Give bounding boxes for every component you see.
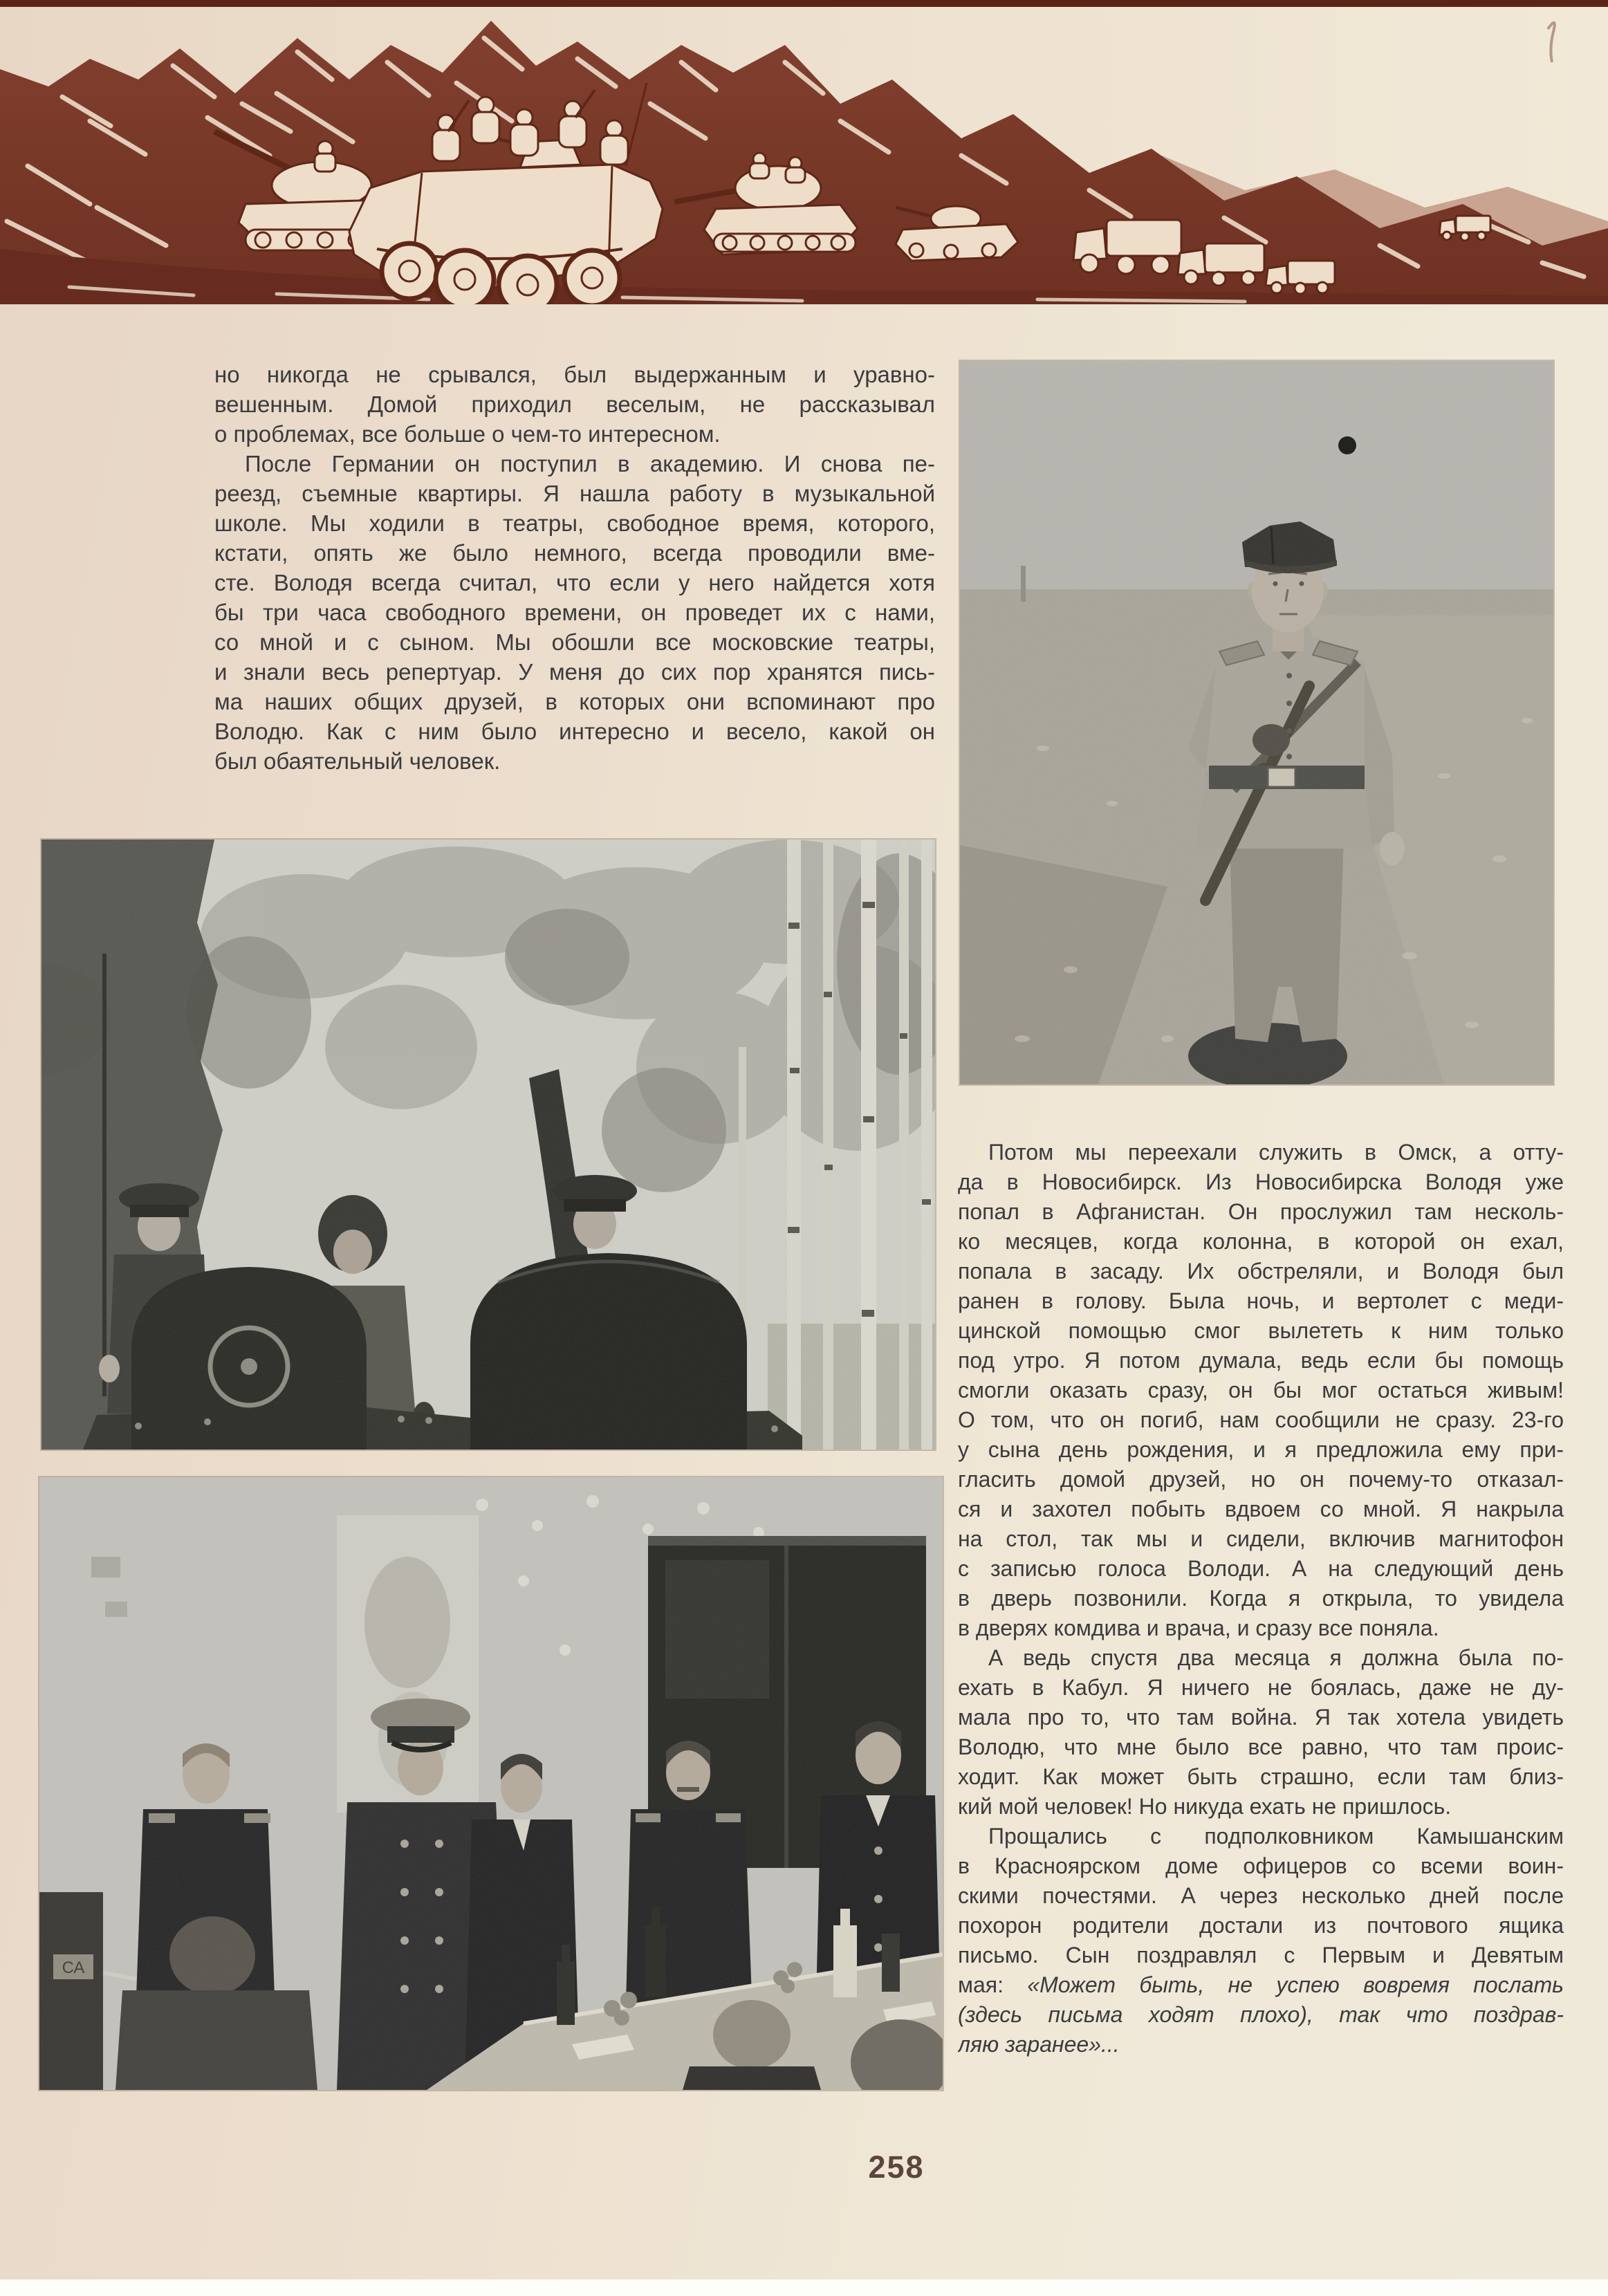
text-line — [214, 657, 935, 687]
text-run: ляю заранее»... — [958, 2032, 1120, 2057]
photo-soldier-portrait — [960, 361, 1553, 1084]
text-run: да в Новосибирск. Из Новосибирска Володя уже — [958, 1169, 1564, 1194]
photo-grain — [960, 361, 1553, 1084]
text-line — [958, 1970, 1564, 2000]
text-line — [958, 1584, 1564, 1613]
text-run: О том, что он погиб, нам сообщили не сразу. 23-го — [958, 1407, 1564, 1432]
top-scan-border — [0, 0, 1608, 7]
text-line — [214, 508, 935, 538]
text-run: у сына день рождения, и я предложила ему при- — [958, 1437, 1564, 1462]
text-line — [958, 1138, 1564, 1167]
text-run: но никогда не срывался, был выдержанным и уравно- — [214, 362, 935, 387]
text-line — [958, 1167, 1564, 1197]
text-line — [958, 1762, 1564, 1792]
text-run: ма наших общих друзей, в которых они вспоминают про — [214, 689, 935, 714]
text-line — [214, 716, 935, 746]
text-line — [214, 598, 935, 627]
text-line — [958, 2000, 1564, 2030]
text-line — [958, 1286, 1564, 1316]
text-line — [958, 1881, 1564, 1911]
text-run: был обаятельный человек. — [214, 748, 501, 774]
text-run: ехать в Кабул. Я ничего не боялась, даже не ду- — [958, 1675, 1564, 1700]
text-line — [958, 1851, 1564, 1881]
text-line — [958, 1941, 1564, 1970]
text-line — [958, 2030, 1564, 2059]
text-run: мая: — [958, 1972, 1028, 1997]
text-line — [958, 1346, 1564, 1376]
text-run: под утро. Я потом думала, ведь если бы помощь — [958, 1348, 1564, 1373]
text-run: цинской помощью смог вылететь к ним только — [958, 1318, 1564, 1343]
text-line — [958, 1703, 1564, 1732]
text-line — [214, 538, 935, 568]
text-line — [958, 1822, 1564, 1851]
text-run: Потом мы переехали служить в Омск, а отту- — [988, 1140, 1564, 1165]
text-line — [958, 1494, 1564, 1524]
text-run: А ведь спустя два месяца я должна была по- — [988, 1645, 1564, 1670]
text-run: попал в Афганистан. Он прослужил там несколь- — [958, 1199, 1564, 1224]
text-run: о проблемах, все больше о чем-то интересном. — [214, 421, 721, 447]
text-line — [214, 568, 935, 598]
text-line — [958, 1376, 1564, 1405]
text-line — [958, 1792, 1564, 1822]
text-run: ся и захотел побыть вдвоем со мной. Я накрыла — [958, 1497, 1564, 1521]
page-number: 258 — [868, 2149, 925, 2185]
text-run: Володю. Как с ним было интересно и весело, какой он — [214, 719, 935, 744]
text-line — [958, 1435, 1564, 1465]
text-run: гласить домой друзей, но он почему-то отказал- — [958, 1467, 1564, 1492]
scan-edge — [0, 2279, 1608, 2296]
text-run: в дверь позвонили. Когда я открыла, то увидела — [958, 1586, 1564, 1611]
text-line — [214, 746, 935, 776]
text-run: и знали весь репертуар. У меня до сих пор хранятся пись- — [214, 659, 935, 685]
photo-grain — [39, 1477, 943, 2090]
text-line — [958, 1316, 1564, 1346]
text-run: ранен в голову. Была ночь, и вертолет с меди- — [958, 1288, 1564, 1313]
header-illustration-convoy-mountains — [0, 0, 1608, 304]
text-run: (здесь письма ходят плохо), так что поздрав- — [958, 2002, 1564, 2027]
text-line — [958, 1554, 1564, 1584]
text-run: письмо. Сын поздравлял с Первым и Девятым — [958, 1943, 1564, 1968]
photo-grain — [41, 840, 935, 1450]
text-line — [214, 449, 935, 479]
text-run: вешенным. Домой приходил веселым, не рассказывал — [214, 391, 935, 417]
photo-officers-at-table — [39, 1477, 943, 2090]
text-line — [958, 1643, 1564, 1673]
text-run: реезд, съемные квартиры. Я нашла работу в музыкальной — [214, 481, 935, 506]
text-run: сте. Володя всегда считал, что если у него найдется хотя — [214, 570, 935, 595]
text-run: смогли оказать сразу, он бы мог остаться живым! — [958, 1378, 1564, 1402]
text-line — [214, 360, 935, 389]
text-line — [958, 1257, 1564, 1286]
text-run: скими почестями. А через несколько дней после — [958, 1883, 1564, 1908]
text-run: в Красноярском доме офицеров со всеми воин- — [958, 1853, 1564, 1878]
text-run: После Германии он поступил в академию. И снова пе- — [245, 451, 935, 476]
text-column-right — [958, 1138, 1564, 2070]
text-line — [958, 1911, 1564, 1941]
text-line — [958, 1732, 1564, 1762]
text-column-left — [214, 360, 935, 785]
text-run: похорон родители достали из почтового ящика — [958, 1913, 1564, 1938]
text-line — [958, 1227, 1564, 1257]
text-line — [214, 389, 935, 419]
text-run: школе. Мы ходили в театры, свободное время, которого, — [214, 510, 935, 536]
text-run: в дверях комдива и врача, и сразу все поняла. — [958, 1615, 1439, 1640]
text-run: кстати, опять же было немного, всегда проводили вме- — [214, 540, 935, 566]
truck-far-right — [1439, 216, 1490, 241]
text-run: ко месяцев, когда колонна, в которой он ехал, — [958, 1229, 1564, 1254]
text-line — [958, 1524, 1564, 1554]
text-line — [214, 687, 935, 716]
text-run: Володю, что мне было все равно, что там проис- — [958, 1734, 1564, 1759]
text-line — [214, 627, 935, 657]
text-line — [958, 1405, 1564, 1435]
text-line — [958, 1613, 1564, 1643]
text-line — [958, 1465, 1564, 1494]
text-run: кий мой человек! Но никуда ехать не пришлось. — [958, 1794, 1452, 1819]
text-run: ходит. Как может быть страшно, если там близ- — [958, 1764, 1564, 1789]
photo-soldiers-on-armored-vehicle — [41, 840, 935, 1450]
text-run: мала про то, что там война. Я так хотела увидеть — [958, 1705, 1564, 1730]
text-run: Прощались с подполковником Камышанским — [988, 1824, 1564, 1849]
text-run: с записью голоса Володи. А на следующий день — [958, 1556, 1564, 1581]
text-run: «Может быть, не успею вовремя послать — [1027, 1972, 1564, 1997]
text-run: на стол, так мы и сидели, включив магнитофон — [958, 1526, 1564, 1551]
text-line — [958, 1673, 1564, 1703]
text-run: попала в засаду. Их обстреляли, и Володя был — [958, 1259, 1564, 1284]
text-run: со мной и с сыном. Мы обошли все московские театры, — [214, 629, 935, 655]
text-line — [214, 419, 935, 449]
text-line — [214, 479, 935, 508]
text-run: бы три часа свободного времени, он проведет их с нами, — [214, 600, 935, 625]
text-line — [958, 1197, 1564, 1227]
